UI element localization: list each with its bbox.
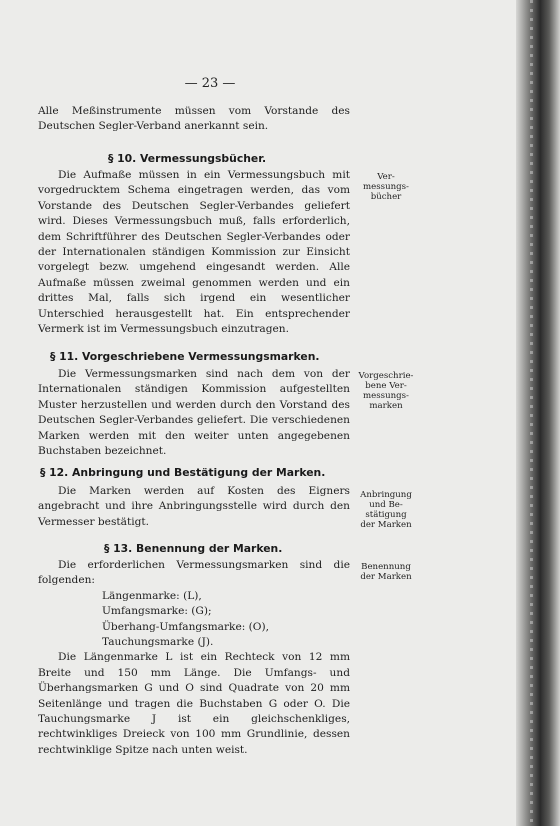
book-binding-edge — [516, 0, 560, 826]
section-13-text-2: Die Längenmarke L ist ein Rechteck von 12 mm Breite und 150 mm Länge. Die Umfangs- und Überhangsmarken G und O sind Quadrate von 20 mm Seitenlänge und tragen die Buchstaben G oder O. Die Tauchungsmarke J ist ein gleichschenkliges, rechtwinkliges Dreieck von 100 mm Grundlinie, dessen rechtwinklige Spitze nach unten weist. — [38, 651, 350, 756]
section-11-body — [38, 367, 350, 459]
section-12-text: Die Marken werden auf Kosten des Eigners angebracht und ihre Anbringungsstelle wird durch den Vermesser bestätigt. — [38, 485, 350, 528]
section-10-body — [38, 168, 350, 337]
intro-text: Alle Meßinstrumente müssen vom Vorstande des Deutschen Segler-Verband anerkannt sein. — [38, 105, 350, 133]
page-number: — 23 — — [184, 76, 236, 91]
section-11-margin-note: Vorgeschrie- bene Ver- messungs- marken — [358, 371, 414, 411]
section-11-heading: § 11. Vorgeschriebene Vermessungsmarken. — [50, 350, 320, 363]
list-item: Überhang-Umfangsmarke: (O), — [102, 620, 269, 633]
section-13-heading: § 13. Benennung der Marken. — [104, 542, 283, 555]
section-13-text: Die erforderlichen Vermessungsmarken sind die folgenden: — [38, 559, 350, 587]
section-11-text: Die Vermessungsmarken sind nach dem von der Internationalen ständigen Kommission aufgestellten Muster herzustellen und werden durch den Vorstand des Deutschen Segler-Verbandes geliefert. Die verschiedenen Marken werden mit den weiter unten angegebenen Buchstaben bezeichnet. — [38, 368, 350, 458]
section-10-heading: § 10. Vermessungsbücher. — [108, 152, 267, 165]
list-item: Längenmarke: (L), — [102, 589, 202, 602]
mark-list — [38, 589, 350, 651]
section-12-margin-note: Anbringung und Be- stätigung der Marken — [360, 490, 412, 530]
section-13-body — [38, 558, 350, 758]
list-item: Umfangsmarke: (G); — [102, 605, 212, 618]
section-12-body — [38, 484, 350, 530]
intro-paragraph — [38, 104, 350, 135]
section-10-margin-note: Ver- messungs- bücher — [363, 172, 409, 202]
section-12-heading: § 12. Anbringung und Bestätigung der Marken. — [40, 466, 326, 479]
section-10-text: Die Aufmaße müssen in ein Vermessungsbuch mit vorgedrucktem Schema eingetragen werden, das vom Vorstande des Deutschen Segler-Verbandes geliefert wird. Dieses Vermessungsbuch muß, falls erforderlich, dem Schriftführer des Deutschen Segler-Verbandes oder der Internationalen ständigen Kommission zur Einsicht vorgelegt bezw. umgehend eingesandt werden. Alle Aufmaße müssen zweimal genommen werden und ein drittes Mal, falls sich irgend ein wesentlicher Unterschied herausgestellt hat. Ein entsprechender Vermerk ist im Vermessungsbuch einzutragen. — [38, 169, 350, 336]
section-13-margin-note: Benennung der Marken — [360, 562, 412, 582]
list-item: Tauchungsmarke (J). — [102, 636, 214, 649]
